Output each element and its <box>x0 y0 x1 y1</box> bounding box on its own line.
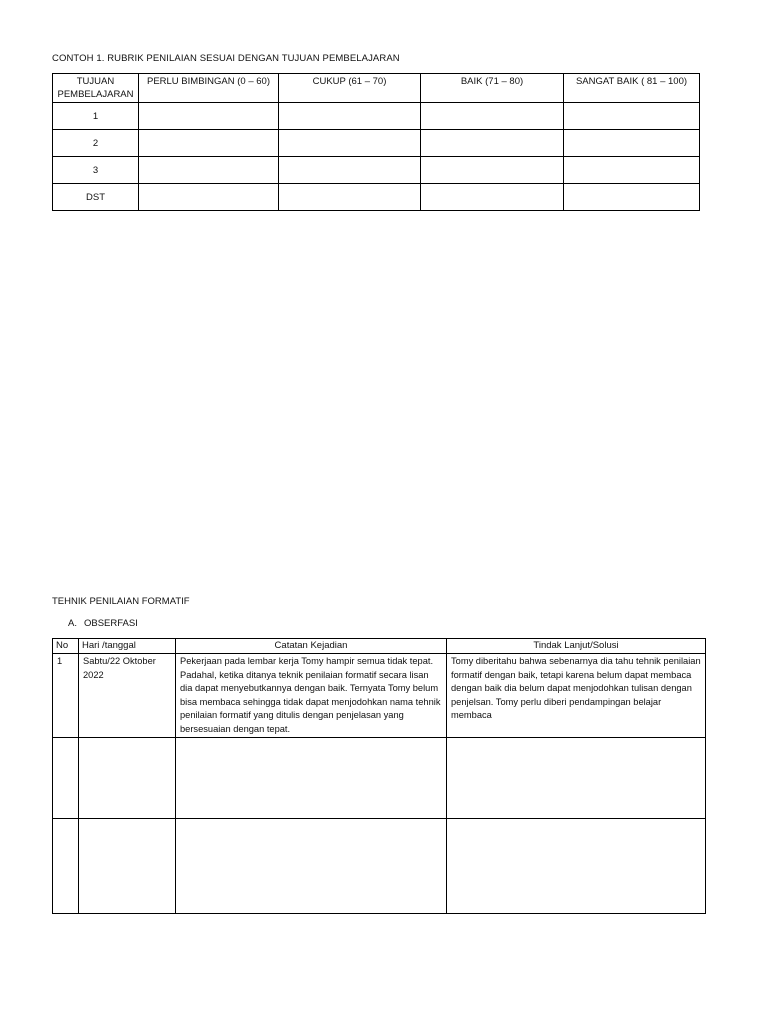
rubric-cell <box>421 130 564 157</box>
cell-date <box>79 818 176 913</box>
header-note: Catatan Kejadian <box>176 639 447 654</box>
subsection-title: OBSERFASI <box>84 618 138 629</box>
rubric-row-label: 2 <box>53 130 139 157</box>
table-row <box>53 818 706 913</box>
rubric-cell <box>279 103 421 130</box>
cell-no: 1 <box>53 654 79 738</box>
rubric-cell <box>564 157 700 184</box>
observation-table <box>52 638 706 914</box>
subsection-heading <box>68 618 138 629</box>
cell-note: Pekerjaan pada lembar kerja Tomy hampir semua tidak tepat. Padahal, ketika ditanya teknik penilaian formatif secara lisan dia dapat menyebutkannya dengan baik. Ternyata Tomy belum bisa membaca sehingga tidak dapat menjodohkan nama tehnik penilaian formatif yang ditulis dengan penjelasan yang bersesuaian dengan tepat. <box>176 654 447 738</box>
rubric-header-row <box>53 74 700 103</box>
observation-header-row <box>53 639 706 654</box>
header-date: Hari /tanggal <box>79 639 176 654</box>
table-row <box>53 737 706 818</box>
rubric-cell <box>139 157 279 184</box>
rubric-cell <box>139 184 279 211</box>
rubric-header-objective: TUJUAN PEMBELAJARAN <box>53 74 139 103</box>
cell-date: Sabtu/22 Oktober 2022 <box>79 654 176 738</box>
cell-no <box>53 737 79 818</box>
rubric-table <box>52 73 700 211</box>
table-row <box>53 130 700 157</box>
rubric-cell <box>564 184 700 211</box>
rubric-cell <box>139 130 279 157</box>
cell-date <box>79 737 176 818</box>
rubric-header-sufficient: CUKUP (61 – 70) <box>279 74 421 103</box>
rubric-row-label: 3 <box>53 157 139 184</box>
cell-note <box>176 818 447 913</box>
rubric-cell <box>279 184 421 211</box>
rubric-title: CONTOH 1. RUBRIK PENILAIAN SESUAI DENGAN TUJUAN PEMBELAJARAN <box>52 53 400 64</box>
rubric-header-very-good: SANGAT BAIK ( 81 – 100) <box>564 74 700 103</box>
rubric-cell <box>421 184 564 211</box>
table-row <box>53 654 706 738</box>
header-no: No <box>53 639 79 654</box>
rubric-row-label: 1 <box>53 103 139 130</box>
rubric-header-needs-guidance: PERLU BIMBINGAN (0 – 60) <box>139 74 279 103</box>
header-solution: Tindak Lanjut/Solusi <box>447 639 706 654</box>
cell-solution <box>447 818 706 913</box>
cell-solution: Tomy diberitahu bahwa sebenarnya dia tahu tehnik penilaian formatif dengan baik, tetapi karena belum dapat membaca dengan baik dia belum dapat menjodohkan tulisan dengan penjelsan. Tomy perlu diberi pendampingan belajar membaca <box>447 654 706 738</box>
rubric-cell <box>421 103 564 130</box>
rubric-cell <box>564 103 700 130</box>
table-row <box>53 184 700 211</box>
rubric-cell <box>279 157 421 184</box>
rubric-cell <box>279 130 421 157</box>
cell-note <box>176 737 447 818</box>
cell-no <box>53 818 79 913</box>
subsection-marker: A. <box>68 618 77 629</box>
rubric-row-label: DST <box>53 184 139 211</box>
rubric-cell <box>421 157 564 184</box>
table-row <box>53 103 700 130</box>
table-row <box>53 157 700 184</box>
rubric-header-good: BAIK (71 – 80) <box>421 74 564 103</box>
rubric-cell <box>139 103 279 130</box>
formatif-title: TEHNIK PENILAIAN FORMATIF <box>52 596 190 607</box>
rubric-cell <box>564 130 700 157</box>
cell-solution <box>447 737 706 818</box>
